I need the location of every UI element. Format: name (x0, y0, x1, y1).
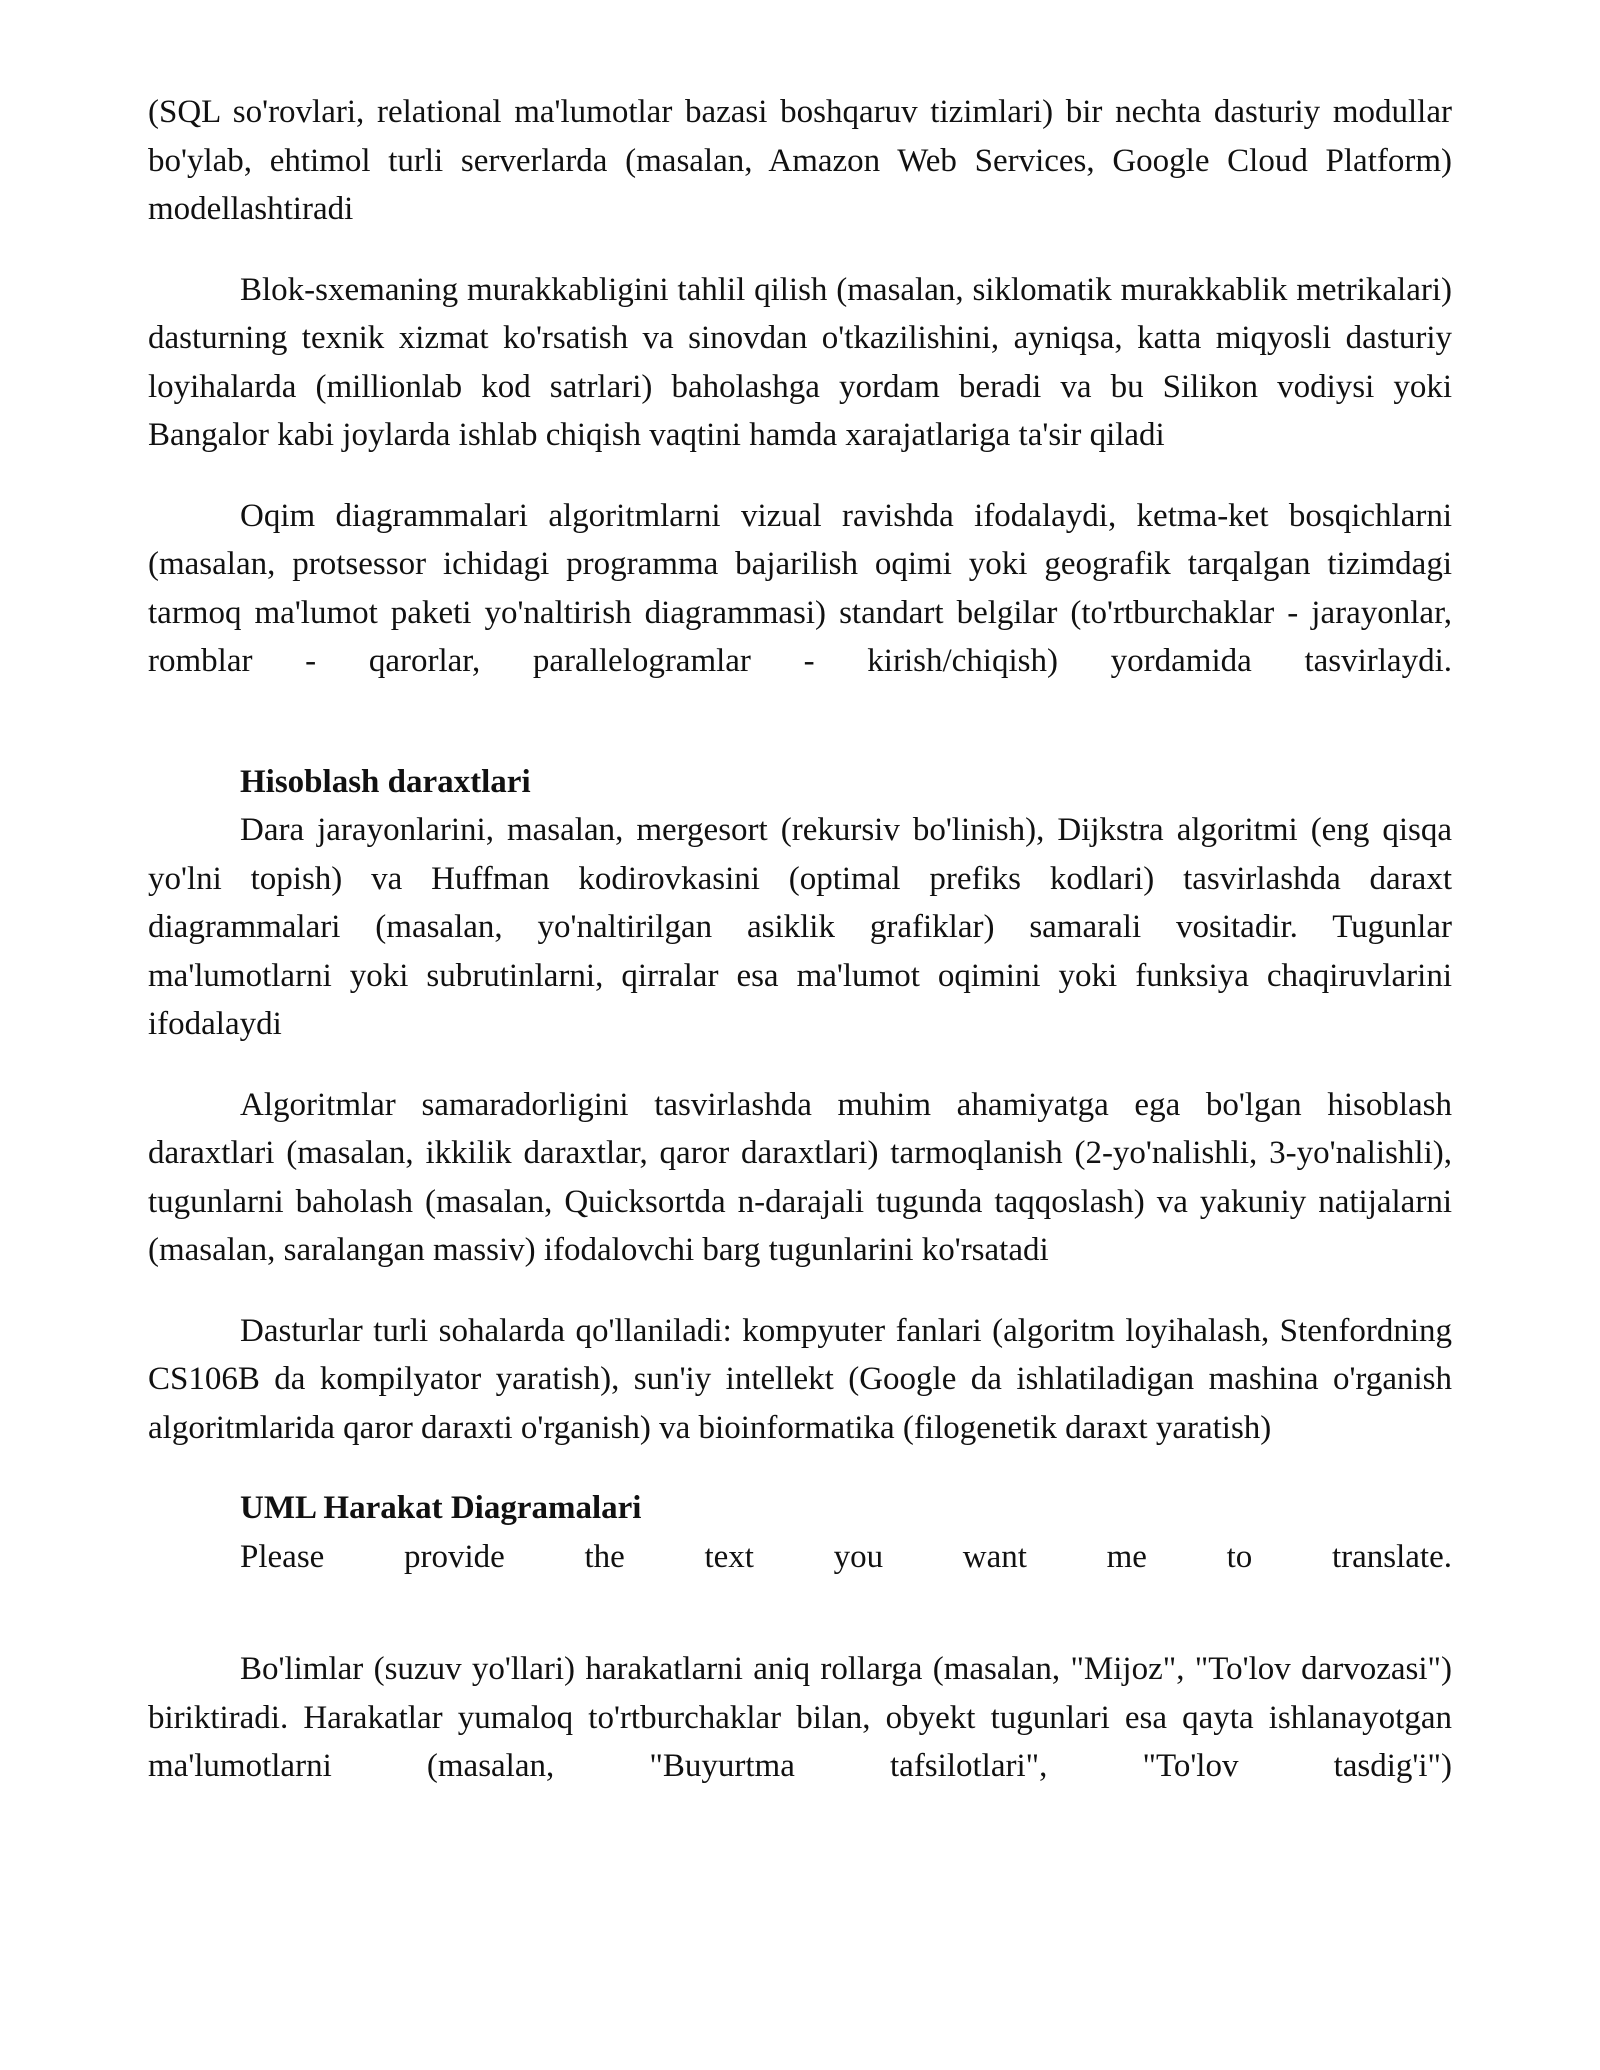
paragraph-placeholder: Please provide the text you want me to translate. (240, 1538, 1452, 1575)
heading-uml-activity-diagrams: UML Harakat Diagramalari (240, 1490, 642, 1526)
paragraph-computation-trees: Algoritmlar samaradorligini tasvirlashda muhim ahamiyatga ega bo'lgan hisoblash daraxtlari (masalan, ikkilik daraxtlar, qaror daraxtlari) tarmoqlanish (2-yo'nalishli, 3-yo'nalishli), tugunlarni baholash (masalan, Quicksortda n-darajali tugunda taqqoslash) va yakuniy natijalarni (masalan, saralangan massiv) ifodalovchi barg tugunlarini ko'rsatadi (148, 1086, 1452, 1268)
paragraph-tree-diagrams: Dara jarayonlarini, masalan, mergesort (rekursiv bo'linish), Dijkstra algoritmi (eng qisqa yo'lni topish) va Huffman kodirovkasini (optimal prefiks kodlari) tasvirlashda daraxt diagrammalari (masalan, yo'naltirilgan asiklik grafiklar) samarali vositadir. Tugunlar ma'lumotlarni yoki subrutinlarni, qirralar esa ma'lumot oqimini yoki funksiya chaqiruvlarini ifodalaydi (148, 812, 1452, 1042)
paragraph-swimlanes: Bo'limlar (suzuv yo'llari) harakatlarni aniq rollarga (masalan, "Mijoz", "To'lov darvozasi") biriktiradi. Harakatlar yumaloq to'rtburchaklar bilan, obyekt tugunlari esa qayta ishlanayotgan ma'lumotlarni (masalan, "Buyurtma tafsilotlari", "To'lov tasdig'i") (148, 1651, 1452, 1784)
paragraph-applications: Dasturlar turli sohalarda qo'llaniladi: kompyuter fanlari (algoritm loyihalash, Stenfordning CS106B da kompilyator yaratish), sun'iy intellekt (Google da ishlatiladigan mashina o'rganish algoritmlarida qaror daraxti o'rganish) va bioinformatika (filogenetik daraxt yaratish) (148, 1312, 1452, 1446)
paragraph-sql-modules: (SQL so'rovlari, relational ma'lumotlar bazasi boshqaruv tizimlari) bir nechta dasturiy modullar bo'ylab, ehtimol turli serverlarda (masalan, Amazon Web Services, Google Cloud Platform) modellashtiradi (148, 94, 1452, 227)
document-page (148, 88, 1452, 1823)
heading-computation-trees: Hisoblash daraxtlari (240, 763, 531, 800)
paragraph-flowchart-complexity: Blok-sxemaning murakkabligini tahlil qilish (masalan, siklomatik murakkablik metrikalari) dasturning texnik xizmat ko'rsatish va sinovdan o'tkazilishini, ayniqsa, katta miqyosli dasturiy loyihalarda (millionlab kod satrlari) baholashga yordam beradi va bu Silikon vodiysi yoki Bangalor kabi joylarda ishlab chiqish vaqtini hamda xarajatlariga ta'sir qiladi (148, 271, 1452, 453)
paragraph-flow-diagrams: Oqim diagrammalari algoritmlarni vizual ravishda ifodalaydi, ketma-ket bosqichlarni (masalan, protsessor ichidagi programma bajarilish oqimi yoki geografik tarqalgan tizimdagi tarmoq ma'lumot paketi yo'naltirish diagrammasi) standart belgilar (to'rtburchaklar - jarayonlar, romblar - qarorlar, parallelogramlar - kirish/chiqish) yordamida tasvirlaydi. (148, 497, 1452, 679)
